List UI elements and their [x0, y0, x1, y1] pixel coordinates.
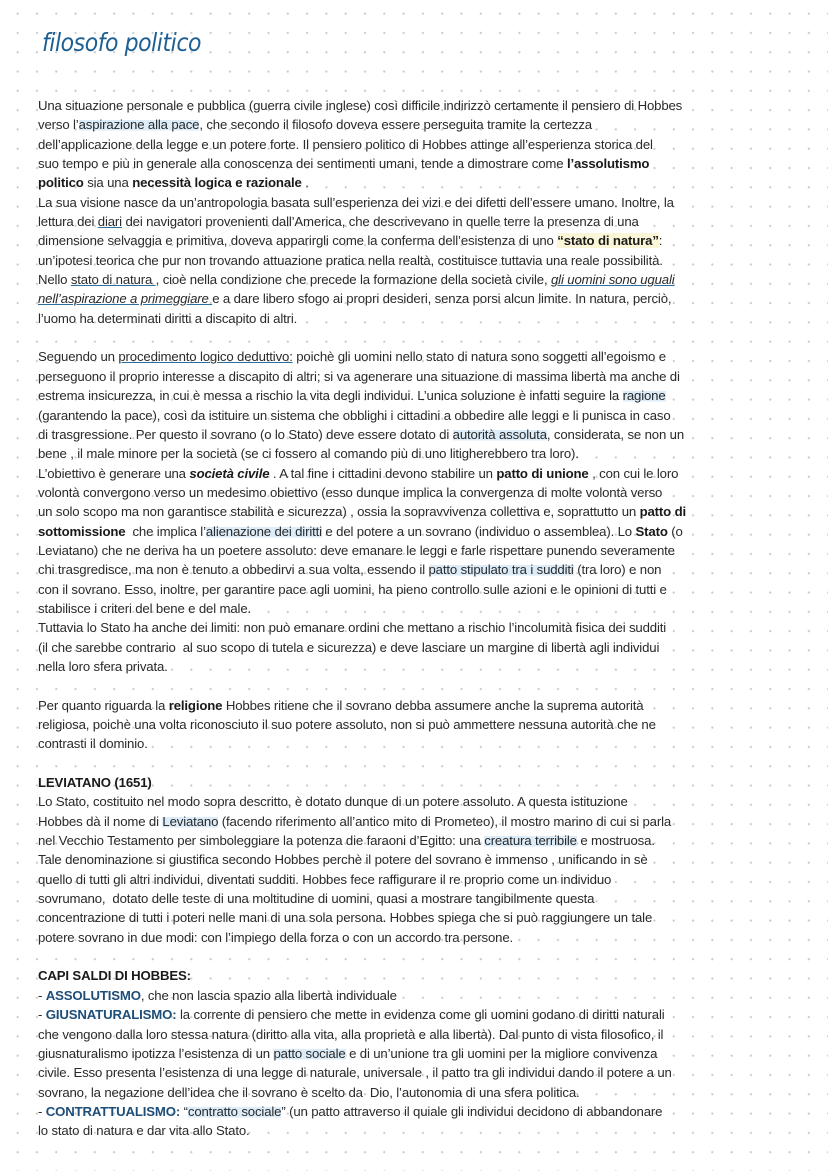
bold-text: Stato — [635, 523, 668, 539]
text: dei navigatori provenienti dall’America, che descrivevano in quelle terre la presenza di una — [121, 214, 639, 230]
bold-text: l’assolutismo — [566, 156, 650, 172]
text-line — [38, 289, 813, 308]
text-line — [38, 638, 813, 657]
text: , che secondo il filosofo doveva essere perseguita tramite la certezza — [199, 117, 592, 133]
text-line — [38, 483, 813, 502]
bold-text: CAPI SALDI DI HOBBES: — [38, 968, 191, 984]
text: un solo scopo ma non garantisce stabilità e sicurezza) , ossia la sopravvivenza collettiva e, soprattutto un — [38, 504, 640, 520]
text-line — [38, 386, 813, 405]
blank-line — [38, 676, 813, 695]
text-line — [38, 1102, 813, 1121]
text: Hobbes ritiene che il sovrano debba assumere anche la suprema autorità — [222, 697, 644, 713]
text: l’uomo ha determinati diritti a discapito di altri. — [38, 310, 298, 326]
blank-line — [38, 328, 813, 347]
bold-text: CONTRATTUALISMO: — [45, 1103, 181, 1119]
text: ” (un patto attraverso il quiale gli individui decidono di abbandonare — [281, 1103, 663, 1119]
text: la corrente di pensiero che mette in evidenza come gli uomini godano di diritti naturali — [176, 1007, 665, 1023]
text-line — [38, 696, 813, 715]
text: concentrazione di tutti i poteri nelle mani di una sola persona. Hobbes spiega che si può raggiungere un tale — [38, 910, 653, 926]
text: e mostruosa. — [576, 833, 655, 849]
text: quello di tutti gli altri individui, diventati sudditi. Hobbes fece raffigurare il re proprio come un individuo — [38, 871, 612, 887]
text-line — [38, 618, 813, 637]
highlighted-text: alienazione dei diritti — [205, 523, 322, 539]
text-line — [38, 251, 813, 270]
text: civile. Esso presenta l’esistenza di una legge di naturale, universale , il patto tra gli individui dando il potere a un — [38, 1065, 672, 1081]
text-line — [38, 734, 813, 753]
bold-text: necessità logica e razionale — [132, 175, 302, 191]
text: lettura dei — [38, 214, 98, 230]
text: Una situazione personale e pubblica (guerra civile inglese) così difficile indirizzò certamente il pensiero di Hobbes — [38, 98, 683, 113]
text-line — [38, 425, 813, 444]
text-line — [38, 502, 813, 521]
text: , che non lascia spazio alla libertà individuale — [140, 987, 397, 1003]
text-line — [38, 715, 813, 734]
text: , con cui le loro — [588, 465, 679, 481]
highlighted-text: “stato di natura” — [557, 233, 659, 249]
text: Lo Stato, costituito nel modo sopra descritto, è dotato dunque di un potere assoluto. A questa istituzione — [38, 794, 628, 810]
text-line — [38, 115, 813, 134]
text: - — [38, 1007, 46, 1023]
text: lo stato di natura e dar vita allo Stato. — [38, 1123, 250, 1139]
text: - — [38, 1103, 46, 1119]
text: , cioè nella condizione che precede la formazione della società civile, — [155, 272, 551, 288]
page-title: filosofo politico — [42, 28, 202, 57]
text-line — [38, 908, 813, 927]
highlighted-text: Leviatano — [162, 813, 219, 829]
text-line — [38, 444, 813, 463]
text-line — [38, 212, 813, 231]
text: nel Vecchio Testamento per simboleggiare la potenza die faraoni d’Egitto: una — [38, 833, 485, 849]
text-line — [38, 1005, 813, 1024]
text-line — [38, 966, 813, 985]
document-body — [38, 96, 813, 1141]
text-line — [38, 599, 813, 618]
blank-line — [38, 947, 813, 966]
text-line — [38, 347, 813, 366]
text: e del potere a un sovrano (individuo o assemblea). Lo — [321, 523, 636, 539]
text-line — [38, 1121, 813, 1140]
text: (il che sarebbe contrario al suo scopo di tutela e sicurezza) e deve lasciare un margine di libertà agli individui — [38, 639, 660, 655]
text-line — [38, 657, 813, 676]
text: sia una — [83, 175, 133, 191]
text-line — [38, 1044, 813, 1063]
text: chi trasgredisce, ma non è tenuto a obbedirvi a sua volta, essendo il — [38, 562, 429, 578]
text: potere sovrano in due modi: con l’impiego della forza o con un accordo tra persone. — [38, 929, 514, 945]
highlighted-text: autorità assoluta — [452, 426, 547, 442]
bold-text: ASSOLUTISMO — [45, 987, 141, 1003]
text: (o — [667, 523, 683, 539]
text: Tale denominazione si giustifica secondo Hobbes perchè il potere del sovrano è immenso , unificando in sè — [38, 852, 648, 868]
text: giusnaturalismo ipotizza l’esistenza di un — [38, 1045, 274, 1061]
text-line — [38, 1063, 813, 1082]
bold-text: sottomissione — [38, 523, 126, 539]
text-line — [38, 773, 813, 792]
text: Nello — [38, 272, 71, 288]
text-line — [38, 850, 813, 869]
text: un’ipotesi teorica che pur non trovando attuazione pratica nella realtà, costituisce tuttavia una reale possibilità. — [38, 252, 663, 268]
text: poichè gli uomini nello stato di natura sono soggetti all’egoismo e — [292, 349, 666, 365]
text-line — [38, 270, 813, 289]
text: e a dare libero sfogo ai propri desideri, senza porsi alcun limite. In natura, perciò, — [212, 291, 672, 307]
text: stabilisce i criteri del bene e del male. — [38, 600, 252, 616]
text: suo tempo e più in generale alla conoscenza dei sentimenti umani, tende a dimostrare come — [38, 156, 567, 172]
text-line — [38, 173, 813, 192]
text: di trasgressione. Per questo il sovrano (o lo Stato) deve essere dotato di — [38, 426, 453, 442]
text-line — [38, 986, 813, 1005]
highlighted-text: ragione — [622, 388, 666, 404]
highlighted-text: patto sociale — [273, 1045, 346, 1061]
bold-text: politico — [38, 175, 84, 191]
bold-text: società civile — [189, 465, 270, 481]
text-line — [38, 154, 813, 173]
text: e di un’unione tra gli uomini per la migliore convivenza — [345, 1045, 658, 1061]
text-line — [38, 1025, 813, 1044]
text: bene , il male minore per la società (se ci fossero al comando più di uno litigherebbero tra loro). — [38, 446, 579, 462]
text: . A tal fine i cittadini devono stabilire un — [269, 465, 497, 481]
text-line — [38, 367, 813, 386]
text-line — [38, 928, 813, 947]
text-line — [38, 464, 813, 483]
text: (garantendo la pace), così da istituire un sistema che obblighi i cittadini a obbedire alle leggi e li punisca in caso — [38, 407, 671, 423]
text-line — [38, 522, 813, 541]
text-line — [38, 193, 813, 212]
text-line — [38, 560, 813, 579]
text: dell’applicazione della legge e un potere forte. Il pensiero politico di Hobbes attinge all’esperienza storica del — [38, 136, 653, 152]
text: L’obiettivo è generare una — [38, 465, 190, 481]
text: Per quanto riguarda la — [38, 697, 169, 713]
text-line — [38, 1083, 813, 1102]
text: Tuttavia lo Stato ha anche dei limiti: non può emanare ordini che mettano a rischio l’incolumità fisica dei sudditi — [38, 620, 667, 636]
text: - — [38, 987, 46, 1003]
text: nella loro sfera privata. — [38, 658, 168, 674]
text: con il sovrano. Esso, inoltre, per garantire pace agli uomini, ha pieno controllo sulle azioni e le opinioni di tutti e — [38, 581, 667, 597]
text: contrasti il dominio. — [38, 736, 148, 752]
text: : — [658, 233, 663, 249]
highlighted-text: patto stipulato tra i sudditi — [428, 562, 574, 578]
bold-text: patto di — [639, 504, 687, 520]
highlighted-text: creatura terribile — [484, 833, 577, 849]
highlighted-text: contratto sociale — [187, 1103, 282, 1119]
bold-text: GIUSNATURALISMO: — [45, 1007, 177, 1023]
text: religiosa, poichè una volta riconosciuto il suo potere assoluto, non si può ammettere nessuna autorità che ne — [38, 717, 656, 732]
text: (facendo riferimento all’antico mito di Prometeo), il mostro marino di cui si parla — [218, 813, 672, 829]
text: Leviatano) che ne deriva ha un poetere assoluto: deve emanare le leggi e farle rispettare punendo severamente — [38, 542, 675, 558]
text: sovrano, la negazione dell’idea che il sovrano è scelto da Dio, l’autonomia di una sfera politica. — [38, 1084, 580, 1100]
text: La sua visione nasce da un’antropologia basata sull’esperienza dei vizi e dei difetti dell’essere umano. Inoltre, la — [38, 194, 674, 210]
text-line — [38, 135, 813, 154]
text-line — [38, 309, 813, 328]
text: verso l’ — [38, 117, 79, 133]
highlighted-text: aspirazione alla pace — [78, 117, 200, 133]
text-line — [38, 831, 813, 850]
text: (tra loro) e non — [573, 562, 662, 578]
text-line — [38, 792, 813, 811]
bold-text: religione — [168, 697, 223, 713]
text: Hobbes dà il nome di — [38, 813, 163, 829]
underlined-text: procedimento logico deduttivo: — [118, 349, 293, 365]
text: “ — [180, 1103, 188, 1119]
text-line — [38, 541, 813, 560]
text: estrema insicurezza, in cui è messa a rischio la vita degli individui. L’unica soluzione è infatti seguire la — [38, 388, 623, 404]
text-line — [38, 96, 813, 115]
underlined-text: nell’aspirazione a primeggiare — [38, 291, 213, 307]
text: volontà convergono verso un medesimo obiettivo (esso dunque implica la convergenza di molte volontà verso — [38, 484, 663, 500]
underlined-text: stato di natura — [70, 272, 156, 288]
bold-text: patto di unione — [496, 465, 589, 481]
bold-text: LEVIATANO (1651) — [38, 775, 152, 791]
text: Seguendo un — [38, 349, 119, 365]
text: che implica l’ — [125, 523, 206, 539]
text-line — [38, 870, 813, 889]
underlined-text: diari — [97, 214, 122, 230]
text: . — [301, 175, 309, 191]
blank-line — [38, 754, 813, 773]
text: dimensione selvaggia e primitiva, doveva apparirgli come la conferma dell’esistenza di uno — [38, 233, 558, 249]
text: che vengono dalla loro stessa natura (diritto alla vita, alla proprietà e alla libertà). Dal punto di vista filosofico, il — [38, 1026, 664, 1042]
text-line — [38, 406, 813, 425]
text: perseguono il proprio interesse a discapito di altri; si va agenerare una situazione di massima libertà ma anche di — [38, 368, 680, 384]
text-line — [38, 889, 813, 908]
text-line — [38, 580, 813, 599]
text: , considerata, se non un — [546, 426, 685, 442]
text-line — [38, 231, 813, 250]
underlined-text: gli uomini sono uguali — [551, 272, 675, 288]
text: sovrumano, dotato delle teste di una moltitudine di uomini, quasi a mostrare tangibilmente questa — [38, 891, 595, 907]
text-line — [38, 812, 813, 831]
